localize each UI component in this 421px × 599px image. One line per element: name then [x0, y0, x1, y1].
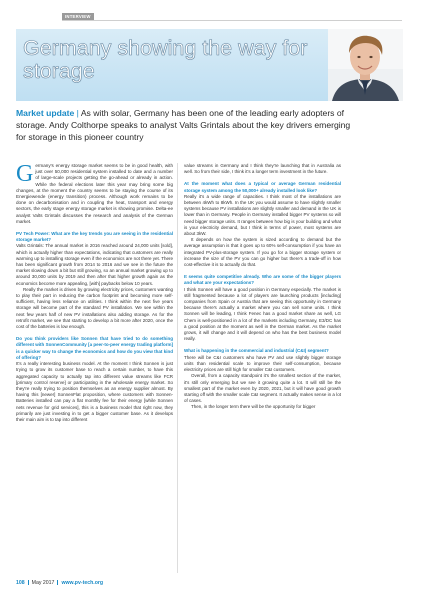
standfirst-text: As with solar, Germany has been one of the leading early adopters of storage. Andy Colthorpe speaks to analyst Valts Grintals about the key drivers emerging for storage in this pioneer country [16, 108, 351, 143]
body-paragraph: It's a really interesting business model. At the moment I think Sonnen is just trying to grow its customer base to reach a certain number, to have this aggregated capacity to actually tap into different value streams like FCR [primary control reserve] or participating in the wholesale energy market. So they're really trying to position themselves as an energy supplier almost. By having this [newer] SonnenFlat proposition, where customers with Sonnen-Batteries installed can pay a flat monthly fee for their energy [while Sonnen nets revenue for grid services], this is a business model that right now, they primarily are just investing in to get a bigger customer base. As it develops their main aim is to tap into different [16, 361, 173, 422]
footer-separator [57, 580, 58, 585]
body-paragraph: There will be C&I customers who have PV and use slightly bigger storage units than residential scale to improve their self-consumption, because electricity prices are still high for smaller C&I customers. [184, 354, 341, 373]
headline-banner [16, 29, 338, 101]
body-paragraph: I think Sonnen will have a good position in Germany especially. The market is still fragmented because a lot of players are launching products [including] companies from Spain or Austria that are seeing this opportunity in Germany because there's actually a market where you can sell some units. I think Sonnen will be leading, I think Fenec has a good market share as well, LG Chem is well-positioned in a lot of the markets including Germany, E3/DC has a good position at the moment as well in the German market. As the market grows, it will change and it will depend on who has the best business model really. [184, 286, 341, 342]
intro-paragraph [16, 163, 173, 225]
standfirst [16, 107, 361, 144]
hero [16, 29, 403, 101]
body-paragraph: Then, in the longer term there will be the opportunity for bigger [191, 404, 316, 410]
standfirst-separator: | [76, 108, 79, 118]
top-rule [62, 20, 402, 21]
interview-question: What is happening in the commercial and industrial (C&I) segment? [184, 348, 329, 354]
body-paragraph: value streams in Germany and I think they're launching that in Australia as well. So from their side, I think it's a longer term investment in the future. [184, 163, 341, 175]
interview-question: It seems quite competitive already. Who are some of the bigger players and what are your expectations? [184, 274, 341, 286]
drop-cap: G [16, 161, 34, 187]
section-tab: INTERVIEW [62, 13, 94, 20]
article-column-right [184, 163, 341, 411]
interview-question: At the moment what does a typical or average German residential storage system among the 50,000+ already installed look like? [184, 181, 341, 193]
body-paragraph: Really the market is driven by growing electricity prices, customers wanting to play their part in reducing the carbon footprint and becoming more self-sufficient, having less reliance on utilities. I think within the next five years storage will become part of the standard PV installation. We see within the next few years half of new PV installations also adding storage. As for the retrofit market, we see that starting to develop a bit more after 2020, once the cost of the batteries is low enough. [16, 286, 173, 330]
body-paragraph: Overall, from a capacity standpoint it's the smallest section of the market, it's still only emerging but we see it growing quite a lot. It will still be the smallest part of the market even by 2020, 2021, but it will have good growth starting off with the smaller scale C&I segment. It actually makes sense in a lot of cases. [184, 373, 341, 404]
interview-question: PV Tech Power: What are the key trends you are seeing in the residential storage market? [16, 231, 173, 243]
intro-text: ermany's energy storage market seems to be in good health, with just over 50,000 residential system installed to date and a number of large-scale projects getting the go-ahead or already in action. While the federal elections later this year may bring some big changes, at the moment the country seems to be staying the course of its Energiewende (energy transition) process. Although work remains to be done on decarbonisation and in coupling the heat, transport and energy sectors, the early stage energy storage market is showing promise. Delta-ee analyst Valts Grintals discusses the research and analysis of the German market. [16, 163, 173, 224]
footer-separator [28, 580, 29, 585]
page-footer [16, 580, 406, 590]
body-paragraph: Really it's a wide range of capacities. I think most of the installations are between 4kWh to 8kWh. In the UK you would assume to have slightly smaller systems because PV installations are slightly smaller and demand in the UK is lower than in Germany. People in Germany installed bigger PV systems so will need bigger storage units. It ranges between how big is your building and what is your electricity demand, but I think in terms of power, most systems are about 3kW. [184, 193, 341, 237]
page-number: 108 [16, 580, 25, 586]
website-link[interactable]: www.pv-tech.org [61, 580, 104, 586]
body-paragraph: It depends on how the system is sized according to demand but the average assumption is that it goes up to 60% self-consumption if you have an integrated PV-plus-storage system. If you go for a bigger storage system or increase the size of the PV you can go higher but there's a trade-off in how cost-effective it is to actually do that. [184, 237, 341, 268]
headline: Germany showing the way for storage [23, 36, 308, 83]
interview-question: Do you think providers like Sonnen that have tried to do something different with SonnenCommunity [a peer-to-peer energy trading platform] is a quicker way to change the economics and how do you view that kind of offering? [16, 336, 173, 360]
issue-date: May 2017 [31, 580, 55, 586]
portrait-photo [328, 29, 403, 101]
body-paragraph: Valts Grintals: The annual market in 2016 reached around 24,000 units [sold], which is actually higher than expectations, indicating that customers are really warming up to installing storage even if the economics are not there yet. There has been significant growth from 2014 to 2016 and we see in the future the market slowing down a bit but still growing, so an annual market growing up to around 30,000 units by 2019 and then after that higher growth again as the economics become more appealing, [with] paybacks below 10 years. [16, 243, 173, 286]
column-divider [177, 163, 178, 573]
article-column-left [16, 163, 173, 423]
standfirst-kicker: Market update [16, 108, 75, 118]
interviewee-portrait [328, 29, 403, 101]
